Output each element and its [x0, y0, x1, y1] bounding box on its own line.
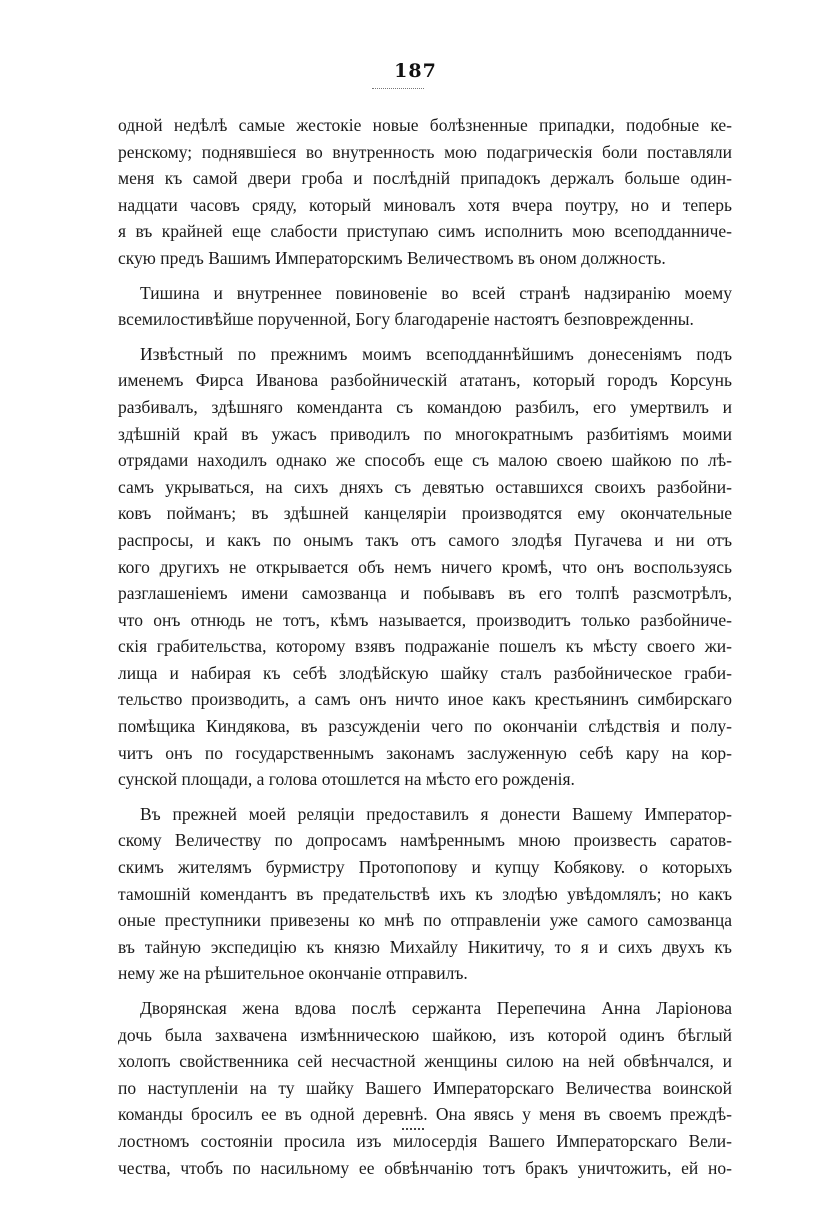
text-line: что онъ отнюдь не тотъ, кѣмъ называется, производитъ только разбойниче- [118, 609, 732, 630]
paragraph-3 [118, 341, 732, 793]
text-line: Тишина и внутреннее повиновеніе во всей странѣ надзиранію моему [140, 282, 732, 303]
text-line: кого другихъ не открывается объ немъ ничего кромѣ, что онъ воспользуясь [118, 556, 732, 577]
text-line: надцати часовъ сряду, который миновалъ хотя вчера поутру, но и теперь [118, 194, 732, 215]
page-number: 187 [394, 60, 437, 82]
text-line: читъ онъ по государственнымъ законамъ заслуженную себѣ кару на кор- [118, 742, 732, 763]
text-line: помѣщика Киндякова, въ разсужденіи чего по окончаніи слѣдствія и полу- [118, 716, 732, 737]
text-line: именемъ Фирса Иванова разбойническій ататанъ, который городъ Корсунь [118, 370, 732, 391]
text-line: дочь была захвачена измѣнническою шайкою, изъ которой одинъ бѣглый [118, 1024, 732, 1045]
page-number-rule [372, 88, 424, 89]
text-line: по наступленіи на ту шайку Вашего Императорскаго Величества воинской [118, 1077, 732, 1098]
paragraph-5 [118, 995, 732, 1181]
text-line: ренскому; поднявшіеся во внутренность мою подагрическія боли поставляли [118, 141, 732, 162]
paragraph-1 [118, 112, 732, 272]
text-line: я въ крайней еще слабости приступаю симъ исполнить мою всеподданниче- [118, 221, 732, 242]
page-bottom-mark [402, 1128, 424, 1130]
paragraph-gap [118, 987, 732, 995]
text-line: всемилостивѣйше порученной, Богу благодареніе настоятъ безповрежденны. [118, 309, 694, 330]
text-line: сунской площади, а голова отошлется на мѣсто его рожденія. [118, 769, 575, 790]
text-line: лища и набирая къ себѣ злодѣйскую шайку сталъ разбойническое граби- [118, 662, 732, 683]
paragraph-2 [118, 280, 732, 333]
text-line: чества, чтобъ по насильному ее обвѣнчанію тотъ бракъ уничтожить, ей но- [118, 1157, 732, 1178]
text-line: ковъ пойманъ; въ здѣшней канцеляріи производятся ему окончательные [118, 503, 732, 524]
text-line: Извѣстный по прежнимъ моимъ всеподданнѣйшимъ донесеніямъ подъ [140, 343, 732, 364]
body-text [118, 112, 732, 1181]
text-line: Въ прежней моей реляціи предоставилъ я донести Вашему Император- [140, 803, 732, 824]
text-line: одной недѣлѣ самые жестокіе новые болѣзненные припадки, подобные ке- [118, 115, 732, 135]
text-line: Дворянская жена вдова послѣ сержанта Перепечина Анна Ларіонова [140, 998, 732, 1018]
text-line: въ тайную экспедицію къ князю Михайлу Никитичу, то я и сихъ двухъ къ [118, 936, 732, 957]
paragraph-4 [118, 801, 732, 987]
text-line: скія грабительства, которому взявъ подражаніе пошелъ къ мѣсту своего жи- [118, 636, 732, 657]
text-line: тельство производить, а самъ онъ ничто иное какъ крестьянинъ симбирскаго [118, 689, 732, 710]
text-line: разбивалъ, здѣшняго коменданта съ командою разбилъ, его умертвилъ и [118, 396, 732, 417]
text-line: команды бросилъ ее въ одной деревнѣ. Она явясь у меня въ своемъ преждѣ- [118, 1104, 732, 1125]
text-line: оные преступники привезены ко мнѣ по отправленіи уже самого самозванца [118, 910, 732, 931]
text-line: холопъ свойственника сей несчастной женщины силою на ней обвѣнчался, и [118, 1051, 732, 1072]
text-line: скую предъ Вашимъ Императорскимъ Величествомъ въ оном должность. [118, 247, 666, 268]
text-line: распросы, и какъ по онымъ такъ отъ самого злодѣя Пугачева и ни отъ [118, 529, 732, 550]
text-line: лостномъ состояніи просила изъ милосердія Вашего Императорскаго Вели- [118, 1130, 732, 1151]
text-line: разглашеніемъ имени самозванца и побывавъ въ его толпѣ разсмотрѣлъ, [118, 583, 732, 604]
paragraph-gap [118, 333, 732, 341]
text-line: тамошній комендантъ въ предательствѣ ихъ къ злодѣю увѣдомлялъ; но какъ [118, 883, 732, 904]
text-line: отрядами находилъ однако же способъ еще съ малою своею шайкою по лѣ- [118, 450, 732, 471]
text-line: самъ укрываться, на сихъ дняхъ съ девятью оставшихся своихъ разбойни- [118, 476, 732, 497]
paragraph-gap [118, 793, 732, 801]
text-line: меня къ самой двери гроба и послѣдній припадокъ держалъ больше один- [118, 168, 732, 189]
text-line: нему же на рѣшительное окончаніе отправилъ. [118, 963, 468, 984]
text-line: скому Величеству по допросамъ намѣреннымъ мною произвесть саратов- [118, 830, 732, 851]
text-line: здѣшній край въ ужасъ приводилъ по многократнымъ разбитіямъ моими [118, 423, 732, 444]
paragraph-gap [118, 272, 732, 280]
text-line: скимъ жителямъ бурмистру Протопопову и купцу Кобякову. о которыхъ [118, 857, 732, 878]
